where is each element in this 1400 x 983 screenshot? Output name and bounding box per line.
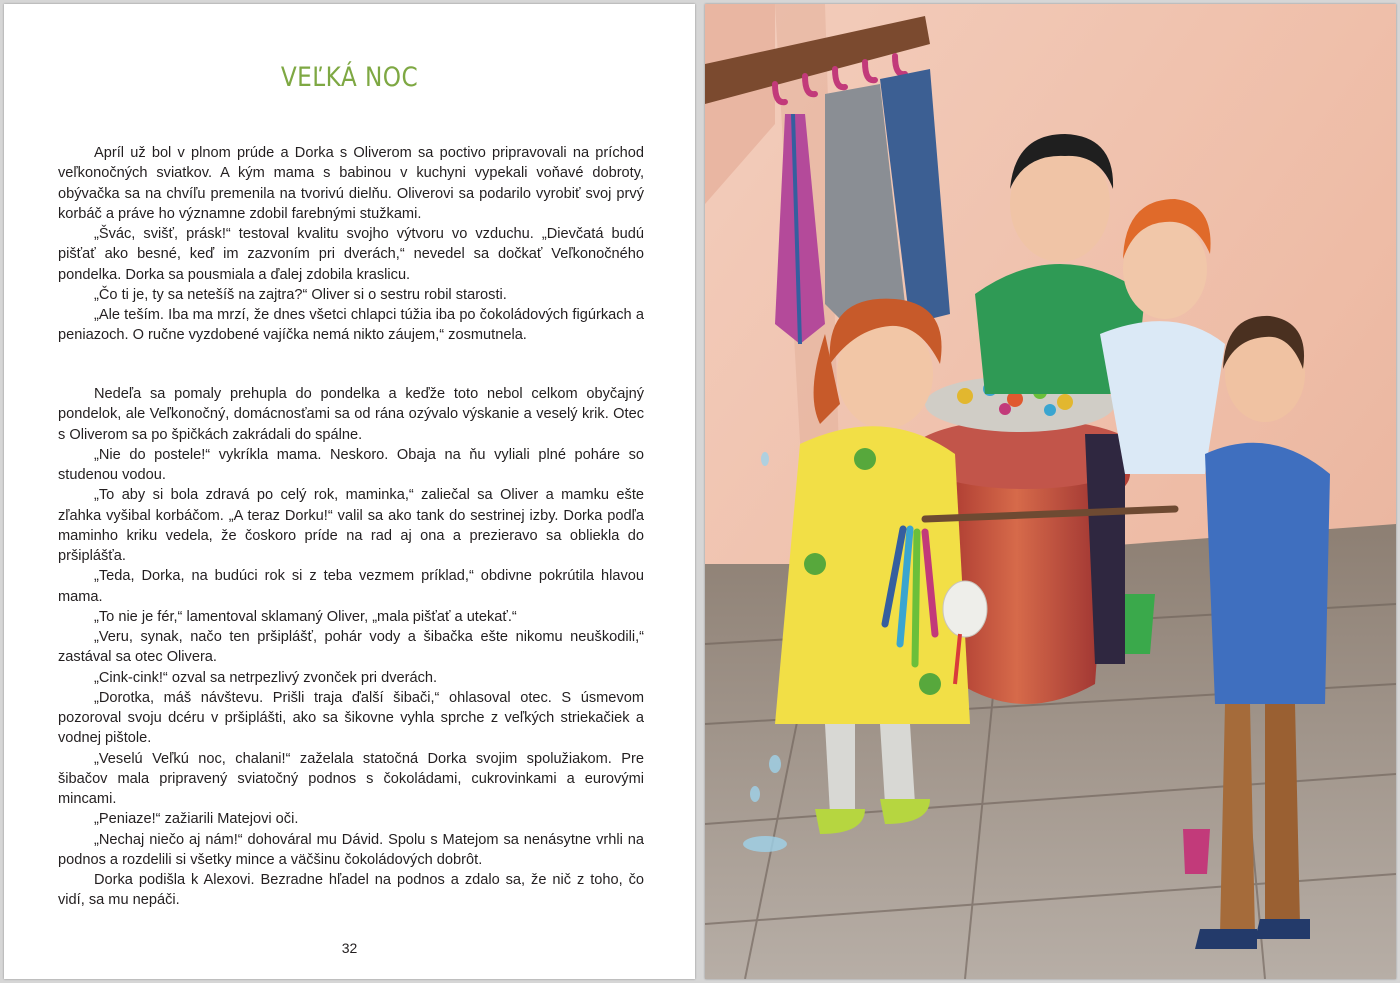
paragraph: „Teda, Dorka, na budúci rok si z teba vezmem príklad,“ obdivne pokrútila hlavou mama. <box>58 568 644 605</box>
right-page <box>705 4 1396 979</box>
paragraph: „Nie do postele!“ vykríkla mama. Neskoro. Obaja na ňu vyliali plné poháre so studenou vodou. <box>58 446 644 483</box>
paragraph: „Švác, svišť, prásk!“ testoval kvalitu svojho výtvoru vo vzduchu. „Dievčatá budú pišťať ako besné, keď im zazvoním pri dverách,“ nevedel sa dočkať Veľkonočného pondelka. Dorka sa pousmiala a ďalej zdobila kraslicu. <box>58 226 644 283</box>
paragraph: Apríl už bol v plnom prúde a Dorka s Oliverom sa poctivo pripravovali na príchod veľkonočných sviatkov. A kým mama s babinou v kuchyni vypekali voňavé dobroty, obývačka sa na chvíľu premenila na tvorivú dielňu. Oliverovi sa podarilo vyrobiť svoj prvý korbáč a práve ho významne zdobil farebnými stužkami. <box>58 145 644 222</box>
paragraph: „Peniaze!“ zažiarili Matejovi oči. <box>94 811 299 828</box>
paragraph: „To nie je fér,“ lamentoval sklamaný Oliver, „mala pišťať a utekať.“ <box>94 608 517 625</box>
paragraph: „Ale teším. Iba ma mrzí, že dnes všetci chlapci túžia iba po čokoládových figúrkach a peniazoch. O ručne vyzdobené vajíčka nemá nikto záujem,“ zosmutnela. <box>58 307 644 344</box>
paragraph: Dorka podišla k Alexovi. Bezradne hľadel na podnos a zdalo sa, že nič z toho, čo vidí, sa mu nepáči. <box>58 872 644 909</box>
page-number: 32 <box>341 940 358 956</box>
paragraph: „Cink-cink!“ ozval sa netrpezlivý zvonček pri dverách. <box>94 669 438 686</box>
paragraph: „Veru, synak, načo ten pršiplášť, pohár vody a šibačka ešte nikomu neuškodili,“ zastával sa otec Olivera. <box>58 629 644 666</box>
watercolor-illustration-icon <box>705 4 1396 979</box>
left-page <box>4 4 695 979</box>
paragraph: „Čo ti je, ty sa netešíš na zajtra?“ Oliver si o sestru robil starosti. <box>94 286 507 303</box>
paragraph: „To aby si bola zdravá po celý rok, maminka,“ zaliečal sa Oliver a mamku ešte zľahka vyšibal korbáčom. „A teraz Dorku!“ valil sa ako tank do sestrinej izby. Dorka podľa maminho kriku vedela, že čoskoro príde na rad aj ona a prezieravo sa obliekla do pršiplášťa. <box>58 487 644 564</box>
paragraph: „Nechaj niečo aj nám!“ dohováral mu Dávid. Spolu s Matejom sa nenásytne vrhli na podnos a rozdelili si všetky mince a väčšinu čokoládových dobrôt. <box>58 831 644 868</box>
paragraph: „Veselú Veľkú noc, chalani!“ zaželala statočná Dorka svojim spolužiakom. Pre šibačov mala pripravený sviatočný podnos s čokoládami, cukrovinkami a eurovými mincami. <box>58 750 644 807</box>
text-block-1 <box>58 143 644 346</box>
text-block-2 <box>58 384 644 911</box>
page-title: VEĽKÁ NOC <box>280 62 419 93</box>
paragraph: „Dorotka, máš návštevu. Prišli traja ďalší šibači,“ ohlasoval otec. S úsmevom pozoroval svoju dcéru v pršiplášti, ako sa šikovne vyhla sprche z veľkých striekačiek a vodnej pištole. <box>58 689 644 747</box>
paragraph: Nedeľa sa pomaly prehupla do pondelka a keďže toto nebol celkom obyčajný pondelok, ale Veľkonočný, domácnosťami sa od rána ozývalo výskanie a veselý krik. Otec s Oliverom sa po špičkách zakrádali do spálne. <box>58 386 644 443</box>
